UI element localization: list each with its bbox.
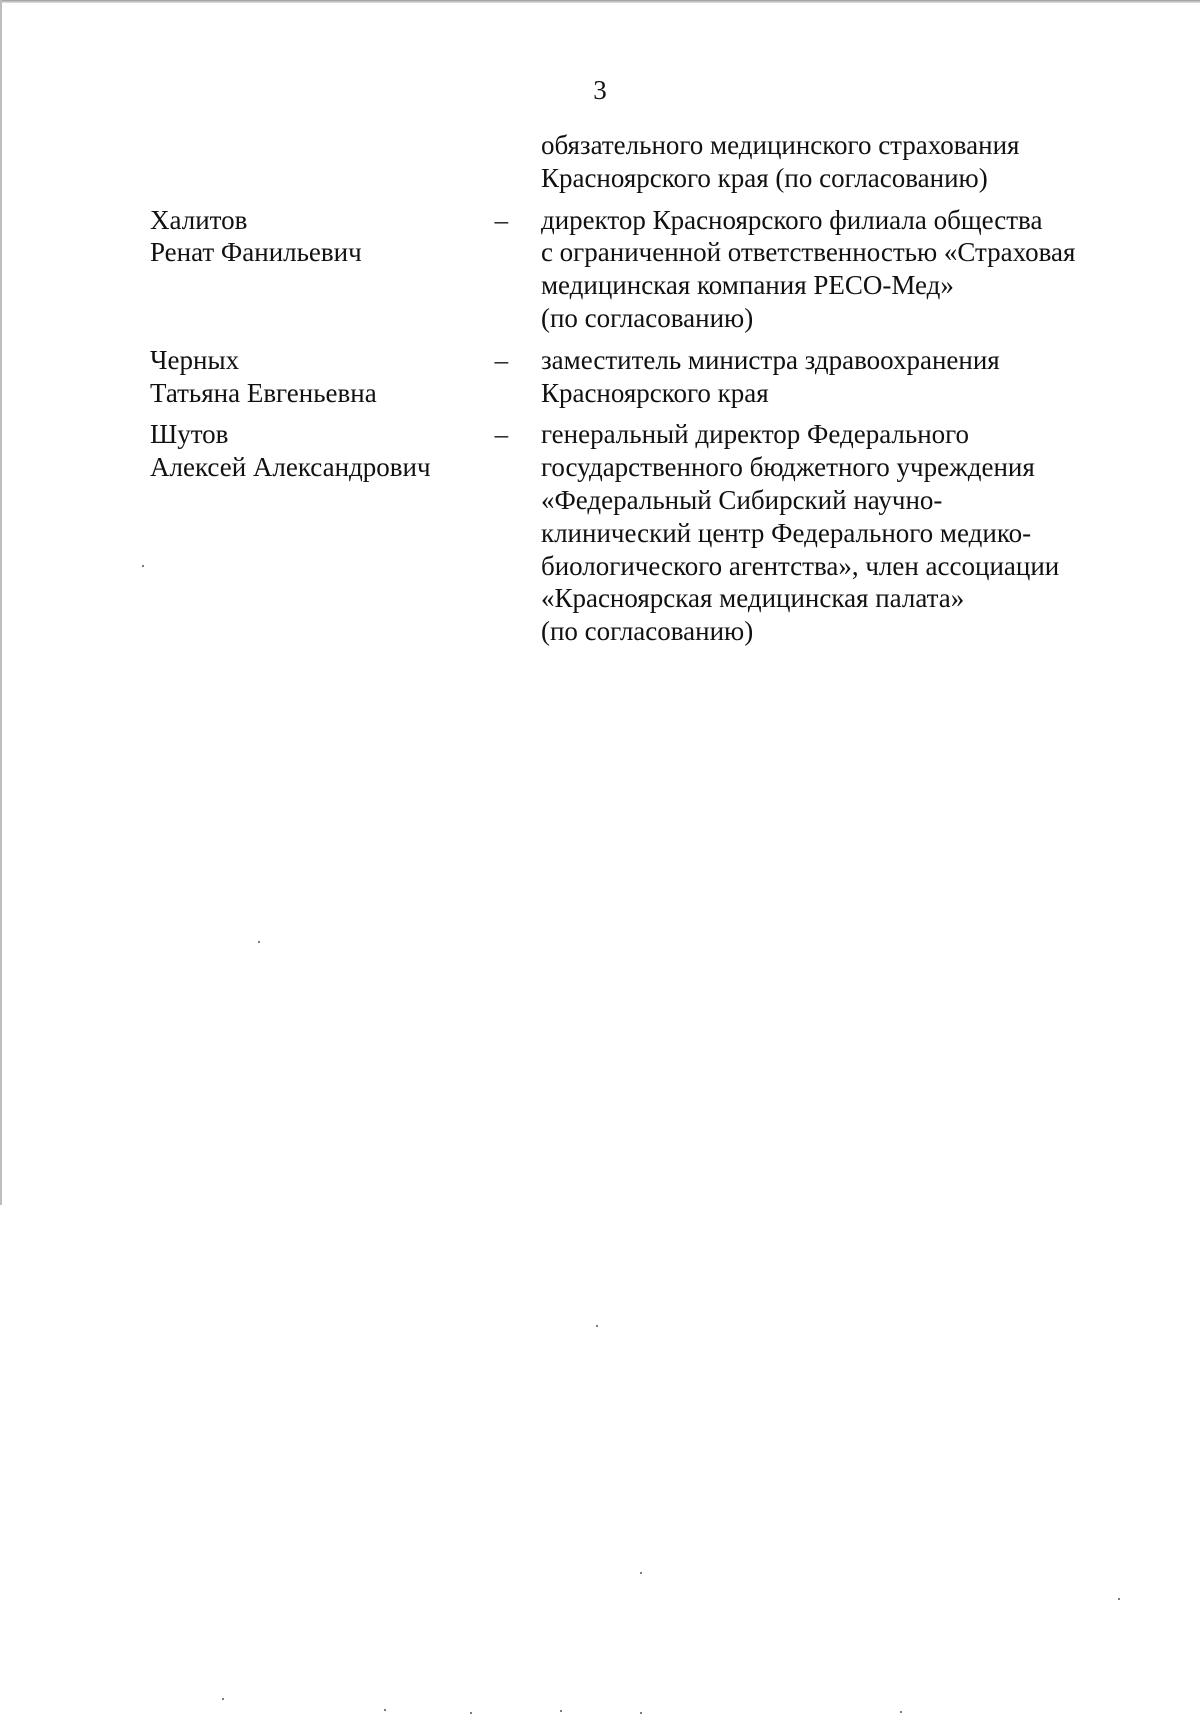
member-position	[541, 344, 1150, 410]
scan-speck	[384, 1709, 386, 1711]
position-line: заместитель министра здравоохранения	[540, 344, 1000, 375]
continuation-row	[150, 129, 1150, 195]
scan-speck	[640, 1712, 642, 1714]
scan-speck	[470, 1712, 472, 1714]
member-name	[150, 344, 450, 410]
position-line: обязательного медицинского страхования	[540, 130, 1020, 160]
separator-dash: –	[494, 344, 509, 375]
separator-dash: –	[494, 204, 509, 235]
scan-left-edge	[0, 0, 2, 1205]
scan-speck	[900, 1711, 902, 1713]
member-name	[150, 204, 450, 270]
position-line: государственного бюджетного учреждения	[540, 452, 1035, 483]
scan-speck	[560, 1710, 562, 1712]
member-given-names: Алексей Александрович	[150, 452, 431, 483]
member-surname: Шутов	[150, 419, 229, 450]
position-line: (по согласованию)	[540, 616, 754, 647]
position-line: директор Красноярского филиала общества	[540, 204, 1043, 235]
member-position	[541, 204, 1150, 335]
scan-top-edge	[0, 0, 1200, 3]
position-line: Красноярского края (по согласованию)	[540, 162, 988, 193]
member-position	[541, 418, 1150, 648]
position-line: генеральный директор Федерального	[540, 419, 970, 450]
position-line: (по согласованию)	[540, 302, 754, 333]
position-line: медицинская компания РЕСО-Мед»	[540, 270, 954, 301]
separator-dash: –	[494, 419, 509, 450]
member-given-names: Татьяна Евгеньевна	[150, 377, 377, 408]
member-row-chernykh	[150, 344, 1150, 410]
commission-roster	[150, 129, 1150, 648]
scan-speck	[596, 1325, 598, 1327]
position-line: клинический центр Федерального медико-	[540, 517, 1032, 548]
position-line: Красноярского края	[540, 377, 769, 408]
page-number: 3	[593, 75, 607, 105]
scan-speck	[258, 941, 260, 943]
position-line: с ограниченной ответственностью «Страховая	[540, 237, 1076, 268]
member-name	[150, 418, 450, 484]
scan-speck	[222, 1698, 224, 1700]
member-surname: Халитов	[150, 204, 248, 235]
member-given-names: Ренат Фанильевич	[150, 237, 362, 268]
member-surname: Черных	[150, 344, 240, 375]
position-line: биологического агентства», член ассоциации	[540, 550, 1060, 581]
member-row-shutov	[150, 418, 1150, 648]
position-line: «Федеральный Сибирский научно-	[540, 484, 943, 515]
scan-speck	[1118, 1598, 1120, 1600]
scan-speck	[640, 1572, 642, 1574]
scan-speck	[142, 565, 144, 567]
continuation-position	[541, 129, 1150, 195]
position-line: «Красноярская медицинская палата»	[540, 583, 965, 614]
member-row-khalitov	[150, 204, 1150, 335]
